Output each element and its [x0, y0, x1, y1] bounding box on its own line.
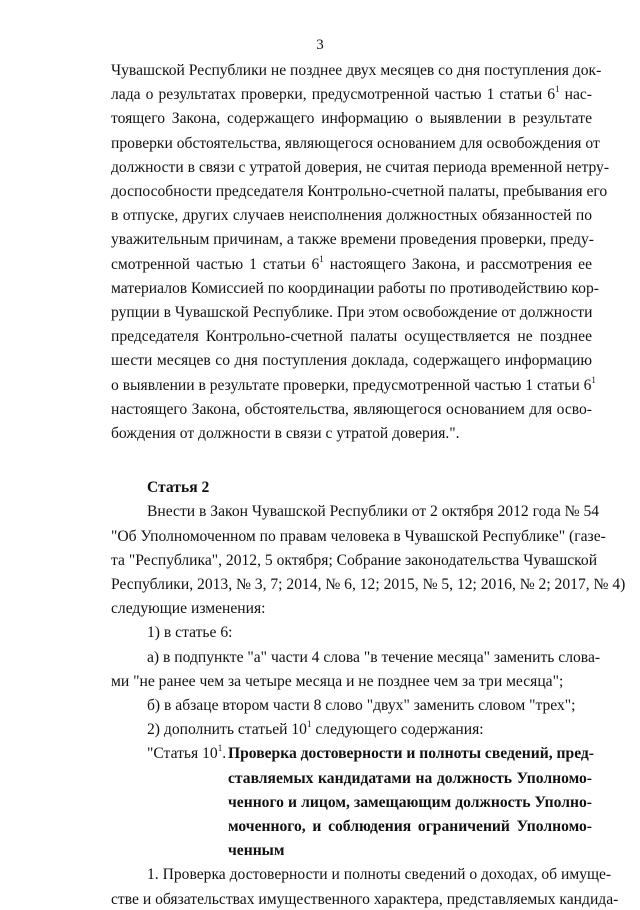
text-line: лада о результатах проверки, предусмотренной частью 1 статьи $6^1$ нас- — [111, 84, 592, 103]
text-line: тоящего Закона, содержащего информацию о выявлении в результате — [111, 110, 592, 127]
text-line: смотренной частью 1 статьи $6^1$ настоящего Закона, и рассмотрения ее — [111, 254, 592, 273]
text-line: рупции в Чувашской Республике. При этом освобождение от должности — [111, 304, 593, 321]
text-line: должности в связи с утратой доверия, не считая периода временной нетру- — [111, 159, 610, 176]
text-line: настоящего Закона, обстоятельства, являющегося основанием для осво- — [111, 401, 592, 418]
new-article-title-line: ченного и лицом, замещающим должность Уполно- — [228, 794, 592, 811]
new-article-title-line: ченным — [228, 842, 285, 859]
new-article-title-line: ставляемых кандидатами на должность Уполномо- — [228, 770, 592, 787]
text-line: та "Республика", 2012, 5 октября; Собрание законодательства Чувашской — [111, 552, 598, 569]
text-line: шести месяцев со дня поступления доклада, содержащего информацию — [111, 352, 592, 369]
new-article-title-line: Проверка достоверности и полноты сведений, пред- — [228, 745, 594, 762]
text-line: ми "не ранее чем за четыре месяца и не позднее чем за три месяца"; — [111, 673, 564, 690]
list-item: 1) в статье 6: — [147, 624, 233, 641]
list-item: б) в абзаце втором части 8 слово "двух" заменить словом "трех"; — [147, 697, 576, 714]
text-line: следующие изменения: — [111, 600, 266, 617]
text-line: Чувашской Республики не позднее двух месяцев со дня поступления док- — [111, 62, 602, 79]
text-line: доспособности председателя Контрольно-счетной палаты, пребывания его — [111, 183, 608, 200]
text-line: проверки обстоятельства, являющегося основанием для освобождения от — [111, 135, 600, 152]
text-line: Республики, 2013, № 3, 7; 2014, № 6, 12; 2015, № 5, 12; 2016, № 2; 2017, № 4) — [111, 576, 626, 593]
text-line: "Об Уполномоченном по правам человека в Чувашской Республике" (газе- — [111, 528, 606, 545]
text-line: бождения от должности в связи с утратой доверия.". — [111, 425, 460, 442]
list-item: 2) дополнить статьей $10^1$ следующего содержания: — [147, 719, 484, 738]
text-line: стве и обязательствах имущественного характера, представляемых кандида- — [111, 891, 619, 908]
text-line: уважительным причинам, а также времени проведения проверки, преду- — [111, 231, 594, 248]
text-line: а) в подпункте "а" части 4 слова "в течение месяца" заменить слова- — [147, 649, 601, 666]
page-number: 3 — [316, 37, 324, 53]
new-article-label: "Статья $10^1$. — [147, 743, 227, 762]
text-line: в отпуске, других случаев неисполнения должностных обязанностей по — [111, 207, 592, 224]
new-article-title-line: моченного, и соблюдения ограничений Уполномо- — [228, 818, 592, 835]
text-line: о выявлении в результате проверки, предусмотренной частью 1 статьи $6^1$ — [111, 375, 596, 394]
text-line: 1. Проверка достоверности и полноты сведений о доходах, об имуще- — [147, 866, 612, 883]
text-line: Внести в Закон Чувашской Республики от 2 октября 2012 года № 54 — [147, 503, 600, 520]
text-line: материалов Комиссией по координации работы по противодействию кор- — [111, 280, 599, 297]
text-line: председателя Контрольно-счетной палаты осуществляется не позднее — [111, 328, 592, 345]
article-heading: Статья 2 — [147, 479, 210, 496]
